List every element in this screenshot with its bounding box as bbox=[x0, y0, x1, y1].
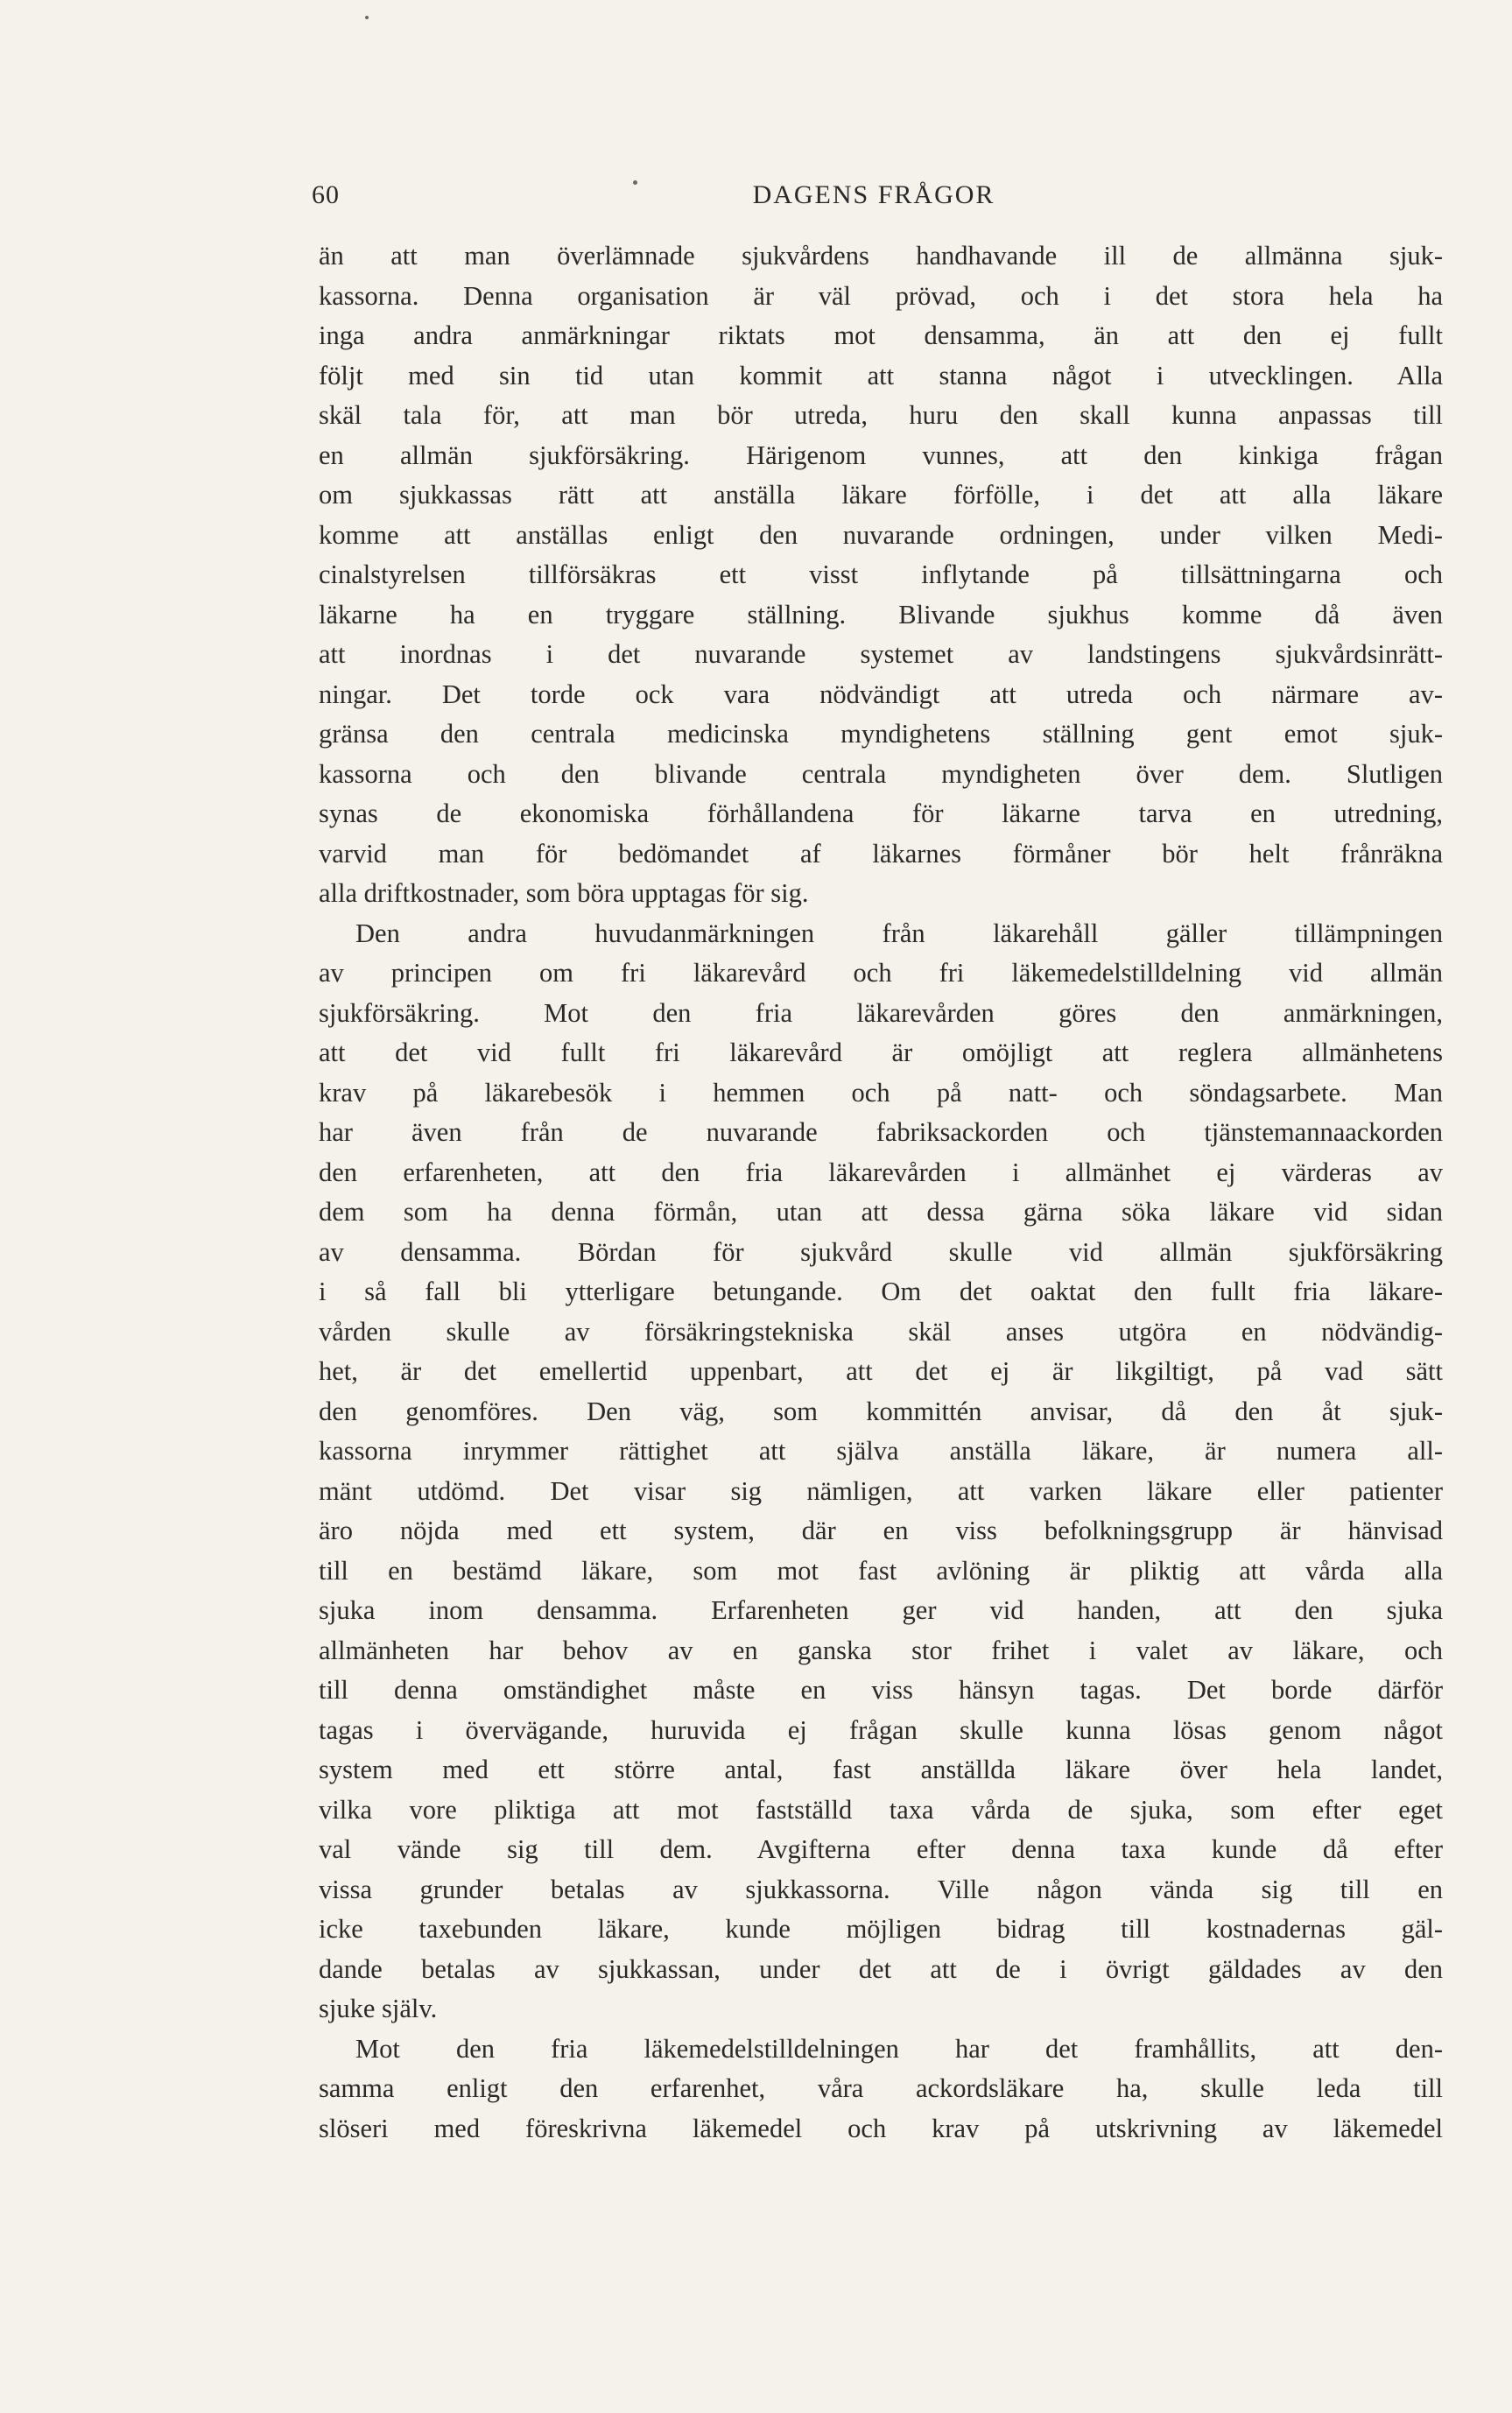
text-line: följt med sin tid utan kommit att stanna något i utvecklingen. Alla bbox=[319, 360, 1443, 390]
text-line: till denna omständighet måste en viss hänsyn tagas. Det borde därför bbox=[319, 1675, 1443, 1705]
text-line: den genomföres. Den väg, som kommittén anvisar, då den åt sjuk- bbox=[319, 1396, 1443, 1426]
running-title: DAGENS FRÅGOR bbox=[752, 180, 995, 209]
text-line: vilka vore pliktiga att mot fastställd taxa vårda de sjuka, som efter eget bbox=[319, 1794, 1443, 1825]
text-line: cinalstyrelsen tillförsäkras ett visst inflytande på tillsättningarna och bbox=[319, 559, 1443, 589]
text-line: äro nöjda med ett system, där en viss befolkningsgrupp är hänvisad bbox=[319, 1516, 1443, 1545]
text-line: en allmän sjukförsäkring. Härigenom vunnes, att den kinkiga frågan bbox=[319, 440, 1443, 470]
text-line: allmänheten har behov av en ganska stor frihet i valet av läkare, och bbox=[319, 1635, 1443, 1665]
text-line: har även från de nuvarande fabriksackorden och tjänstemannaackorden bbox=[319, 1117, 1443, 1147]
text-line: i så fall bli ytterligare betungande. Om det oaktat den fullt fria läkare- bbox=[319, 1277, 1443, 1306]
body-text bbox=[319, 236, 1443, 2149]
text-line: vården skulle av försäkringstekniska skäl anses utgöra en nödvändig- bbox=[319, 1316, 1443, 1347]
text-line: om sjukkassas rätt att anställa läkare förfölle, i det att alla läkare bbox=[319, 480, 1443, 510]
text-line: krav på läkarebesök i hemmen och på natt- och söndagsarbete. Man bbox=[319, 1077, 1443, 1108]
text-line: het, är det emellertid uppenbart, att det ej är likgiltigt, på vad sätt bbox=[319, 1356, 1443, 1386]
text-line: kassorna inrymmer rättighet att själva anställa läkare, är numera all- bbox=[319, 1436, 1443, 1466]
page-number: 60 bbox=[312, 180, 340, 209]
text-line: kassorna och den blivande centrala myndigheten över dem. Slutligen bbox=[319, 758, 1443, 789]
text-line: till en bestämd läkare, som mot fast avlöning är pliktig att vårda alla bbox=[319, 1555, 1443, 1586]
text-line: inga andra anmärkningar riktats mot densamma, än att den ej fullt bbox=[319, 320, 1443, 350]
text-line: sjuka inom densamma. Erfarenheten ger vid handen, att den sjuka bbox=[319, 1595, 1443, 1625]
text-line: att inordnas i det nuvarande systemet av landstingens sjukvårdsinrätt- bbox=[319, 639, 1443, 669]
text-line: samma enligt den erfarenhet, våra ackordsläkare ha, skulle leda till bbox=[319, 2073, 1443, 2103]
text-line: alla driftkostnader, som böra upptagas för sig. bbox=[319, 878, 809, 908]
text-line: dem som ha denna förmån, utan att dessa gärna söka läkare vid sidan bbox=[319, 1197, 1443, 1227]
text-line: än att man överlämnade sjukvårdens handhavande ill de allmänna sjuk- bbox=[319, 241, 1443, 271]
page-header bbox=[312, 180, 1436, 228]
text-line: val vände sig till dem. Avgifterna efter denna taxa kunde då efter bbox=[319, 1834, 1443, 1864]
print-speck bbox=[365, 16, 369, 19]
text-line: vissa grunder betalas av sjukkassorna. Ville någon vända sig till en bbox=[319, 1874, 1443, 1904]
text-line: av densamma. Bördan för sjukvård skulle vid allmän sjukförsäkring bbox=[319, 1236, 1443, 1267]
text-line: sjuke själv. bbox=[319, 1994, 438, 2023]
text-line: varvid man för bedömandet af läkarnes förmåner bör helt frånräkna bbox=[319, 838, 1443, 869]
text-line: skäl tala för, att man bör utreda, huru den skall kunna anpassas till bbox=[319, 400, 1443, 430]
text-line: komme att anställas enligt den nuvarande ordningen, under vilken Medi- bbox=[319, 519, 1443, 550]
text-line: slöseri med föreskrivna läkemedel och krav på utskrivning av läkemedel bbox=[319, 2113, 1443, 2143]
text-line: gränsa den centrala medicinska myndighetens ställning gent emot sjuk- bbox=[319, 719, 1443, 749]
text-line: att det vid fullt fri läkarevård är omöjligt att reglera allmänhetens bbox=[319, 1038, 1443, 1067]
text-line: den erfarenheten, att den fria läkarevården i allmänhet ej värderas av bbox=[319, 1157, 1443, 1187]
text-line: dande betalas av sjukkassan, under det att de i övrigt gäldades av den bbox=[319, 1953, 1443, 1984]
text-line: mänt utdömd. Det visar sig nämligen, att varken läkare eller patienter bbox=[319, 1475, 1443, 1506]
text-line: sjukförsäkring. Mot den fria läkarevården göres den anmärkningen, bbox=[319, 997, 1443, 1028]
text-line: tagas i övervägande, huruvida ej frågan skulle kunna lösas genom något bbox=[319, 1714, 1443, 1745]
text-line: synas de ekonomiska förhållandena för läkarne tarva en utredning, bbox=[319, 798, 1443, 828]
text-line: Mot den fria läkemedelstilldelningen har det framhållits, att den- bbox=[355, 2033, 1443, 2064]
text-line: system med ett större antal, fast anställda läkare över hela landet, bbox=[319, 1755, 1443, 1784]
text-line: icke taxebunden läkare, kunde möjligen bidrag till kostnadernas gäl- bbox=[319, 1914, 1443, 1944]
text-line: av principen om fri läkarevård och fri läkemedelstilldelning vid allmän bbox=[319, 958, 1443, 988]
text-line: kassorna. Denna organisation är väl prövad, och i det stora hela ha bbox=[319, 280, 1443, 311]
text-line: läkarne ha en tryggare ställning. Blivande sjukhus komme då även bbox=[319, 599, 1443, 630]
text-line: Den andra huvudanmärkningen från läkarehåll gäller tillämpningen bbox=[355, 918, 1443, 948]
text-line: ningar. Det torde ock vara nödvändigt att utreda och närmare av- bbox=[319, 679, 1443, 709]
